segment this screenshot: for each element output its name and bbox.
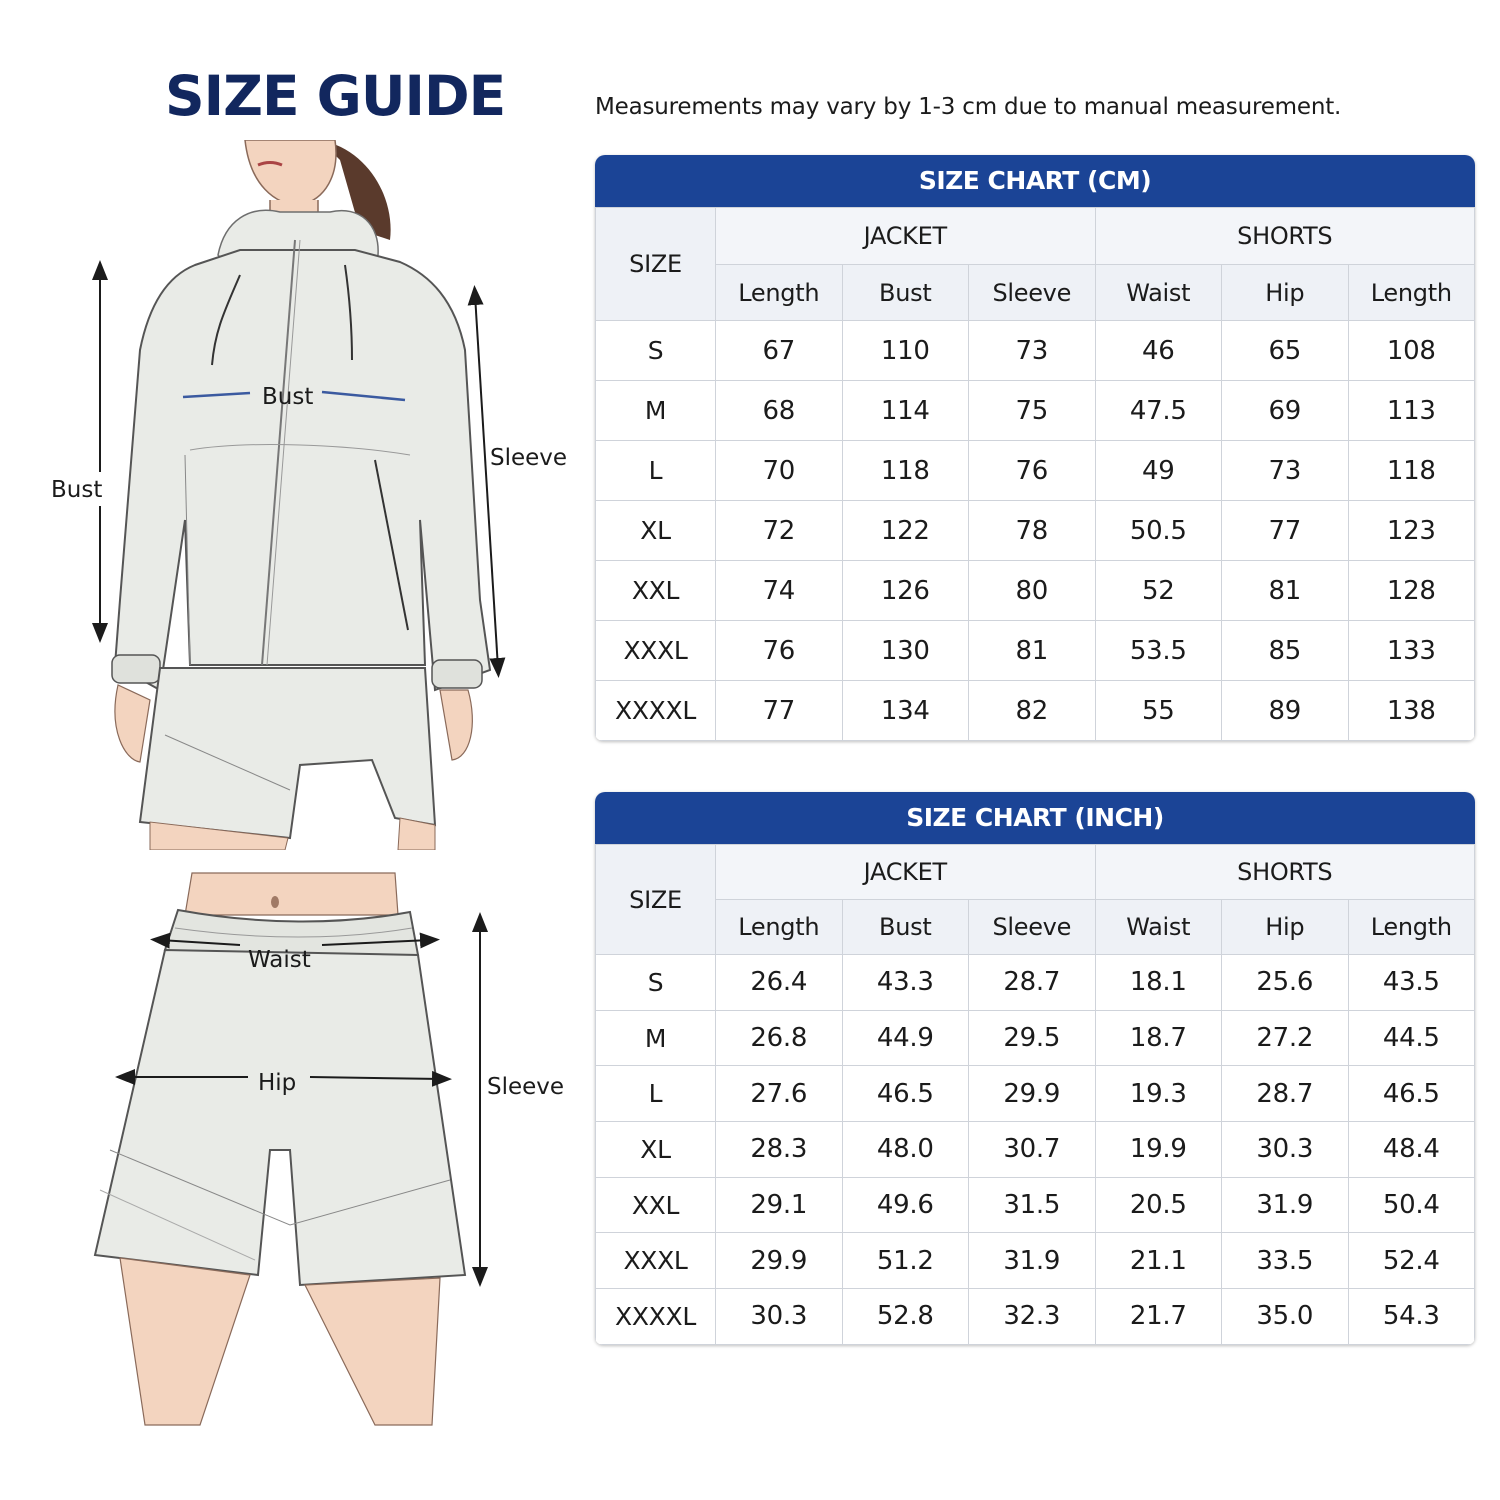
measurement-cell: 114 xyxy=(842,381,969,441)
measurement-cell: 122 xyxy=(842,501,969,561)
measurement-cell: 21.7 xyxy=(1095,1289,1222,1345)
table-row xyxy=(596,1177,1475,1233)
measurement-cell: 75 xyxy=(969,381,1096,441)
column-header: Length xyxy=(716,265,843,321)
measurement-cell: 31.9 xyxy=(969,1233,1096,1289)
table-row xyxy=(596,1233,1475,1289)
measurement-cell: 26.4 xyxy=(716,955,843,1011)
size-column-header: SIZE xyxy=(596,845,716,955)
jacket-group-header: JACKET xyxy=(716,208,1096,265)
measurement-cell: 54.3 xyxy=(1348,1289,1475,1345)
measurement-cell: 20.5 xyxy=(1095,1177,1222,1233)
measurement-cell: 76 xyxy=(716,621,843,681)
size-cell: L xyxy=(596,1066,716,1122)
table-row xyxy=(596,381,1475,441)
measurement-cell: 46.5 xyxy=(1348,1066,1475,1122)
size-table-inch-body xyxy=(596,955,1475,1345)
size-chart-inch-title: SIZE CHART (INCH) xyxy=(595,792,1475,844)
size-cell: XXXL xyxy=(596,1233,716,1289)
table-row xyxy=(596,681,1475,741)
size-chart-inch xyxy=(595,792,1475,1345)
measurement-cell: 77 xyxy=(716,681,843,741)
size-table-cm-body xyxy=(596,321,1475,741)
measurement-cell: 50.4 xyxy=(1348,1177,1475,1233)
shorts-group-header: SHORTS xyxy=(1095,208,1475,265)
measurement-cell: 77 xyxy=(1222,501,1349,561)
measurement-cell: 134 xyxy=(842,681,969,741)
measurement-cell: 52 xyxy=(1095,561,1222,621)
measurement-cell: 30.3 xyxy=(716,1289,843,1345)
table-row xyxy=(596,621,1475,681)
column-header: Bust xyxy=(842,900,969,955)
column-header: Length xyxy=(1348,900,1475,955)
measurement-cell: 67 xyxy=(716,321,843,381)
size-column-header: SIZE xyxy=(596,208,716,321)
measurement-cell: 26.8 xyxy=(716,1010,843,1066)
size-cell: XXL xyxy=(596,561,716,621)
size-cell: XL xyxy=(596,501,716,561)
measurement-cell: 19.9 xyxy=(1095,1122,1222,1178)
measurement-cell: 46.5 xyxy=(842,1066,969,1122)
measurement-cell: 65 xyxy=(1222,321,1349,381)
measurement-cell: 30.3 xyxy=(1222,1122,1349,1178)
table-row xyxy=(596,1066,1475,1122)
jacket-sleeve-label: Sleeve xyxy=(490,445,568,471)
measurement-cell: 25.6 xyxy=(1222,955,1349,1011)
column-header: Length xyxy=(1348,265,1475,321)
table-row xyxy=(596,501,1475,561)
measurement-cell: 33.5 xyxy=(1222,1233,1349,1289)
measurement-cell: 138 xyxy=(1348,681,1475,741)
measurement-cell: 28.7 xyxy=(1222,1066,1349,1122)
measurement-cell: 73 xyxy=(969,321,1096,381)
measurement-cell: 48.4 xyxy=(1348,1122,1475,1178)
table-row xyxy=(596,321,1475,381)
table-row xyxy=(596,1289,1475,1345)
size-table-inch xyxy=(595,844,1475,1345)
shorts-hip-label: Hip xyxy=(258,1070,297,1096)
size-chart-cm xyxy=(595,155,1475,741)
measurement-cell: 18.7 xyxy=(1095,1010,1222,1066)
measurement-cell: 76 xyxy=(969,441,1096,501)
measurement-cell: 19.3 xyxy=(1095,1066,1222,1122)
size-cell: S xyxy=(596,955,716,1011)
table-row xyxy=(596,1122,1475,1178)
shorts-length-label: Sleeve xyxy=(487,1074,565,1100)
size-cell: XXXXL xyxy=(596,681,716,741)
size-chart-cm-title: SIZE CHART (CM) xyxy=(595,155,1475,207)
jacket-group-header: JACKET xyxy=(716,845,1096,900)
measurement-cell: 68 xyxy=(716,381,843,441)
size-cell: XXL xyxy=(596,1177,716,1233)
size-cell: XL xyxy=(596,1122,716,1178)
column-header: Bust xyxy=(842,265,969,321)
measurement-cell: 78 xyxy=(969,501,1096,561)
measurement-cell: 44.9 xyxy=(842,1010,969,1066)
size-table-cm xyxy=(595,207,1475,741)
size-cell: L xyxy=(596,441,716,501)
measurement-cell: 110 xyxy=(842,321,969,381)
jacket-bust-label: Bust xyxy=(262,384,314,410)
measurement-cell: 70 xyxy=(716,441,843,501)
measurement-cell: 52.8 xyxy=(842,1289,969,1345)
measurement-cell: 27.2 xyxy=(1222,1010,1349,1066)
measurement-cell: 74 xyxy=(716,561,843,621)
measurement-cell: 118 xyxy=(842,441,969,501)
measurement-cell: 28.3 xyxy=(716,1122,843,1178)
column-header: Sleeve xyxy=(969,265,1096,321)
measurement-cell: 28.7 xyxy=(969,955,1096,1011)
column-header: Sleeve xyxy=(969,900,1096,955)
measurement-cell: 51.2 xyxy=(842,1233,969,1289)
measurement-cell: 126 xyxy=(842,561,969,621)
shorts-group-header: SHORTS xyxy=(1095,845,1475,900)
measurement-cell: 31.5 xyxy=(969,1177,1096,1233)
shorts-illustration xyxy=(90,870,580,1430)
measurement-cell: 113 xyxy=(1348,381,1475,441)
column-header: Hip xyxy=(1222,265,1349,321)
measurement-cell: 82 xyxy=(969,681,1096,741)
table-row xyxy=(596,955,1475,1011)
measurement-cell: 47.5 xyxy=(1095,381,1222,441)
measurement-cell: 53.5 xyxy=(1095,621,1222,681)
measurement-cell: 18.1 xyxy=(1095,955,1222,1011)
size-cell: M xyxy=(596,381,716,441)
table-row xyxy=(596,441,1475,501)
table-row xyxy=(596,1010,1475,1066)
measurement-cell: 48.0 xyxy=(842,1122,969,1178)
measurement-cell: 46 xyxy=(1095,321,1222,381)
measurement-cell: 55 xyxy=(1095,681,1222,741)
measurement-cell: 130 xyxy=(842,621,969,681)
measurement-cell: 118 xyxy=(1348,441,1475,501)
measurement-cell: 29.9 xyxy=(969,1066,1096,1122)
size-cell: M xyxy=(596,1010,716,1066)
measurement-cell: 89 xyxy=(1222,681,1349,741)
column-header: Waist xyxy=(1095,265,1222,321)
measurement-cell: 80 xyxy=(969,561,1096,621)
measurement-cell: 50.5 xyxy=(1095,501,1222,561)
measurement-cell: 81 xyxy=(969,621,1096,681)
measurement-cell: 49.6 xyxy=(842,1177,969,1233)
measurement-cell: 81 xyxy=(1222,561,1349,621)
size-cell: XXXL xyxy=(596,621,716,681)
measurement-note: Measurements may vary by 1-3 cm due to manual measurement. xyxy=(595,94,1342,120)
measurement-cell: 123 xyxy=(1348,501,1475,561)
jacket-length-label: Bust xyxy=(51,477,103,503)
size-cell: S xyxy=(596,321,716,381)
measurement-cell: 32.3 xyxy=(969,1289,1096,1345)
column-header: Length xyxy=(716,900,843,955)
measurement-cell: 85 xyxy=(1222,621,1349,681)
measurement-cell: 69 xyxy=(1222,381,1349,441)
measurement-cell: 133 xyxy=(1348,621,1475,681)
column-header: Waist xyxy=(1095,900,1222,955)
measurement-cell: 73 xyxy=(1222,441,1349,501)
measurement-cell: 31.9 xyxy=(1222,1177,1349,1233)
measurement-cell: 29.9 xyxy=(716,1233,843,1289)
table-row xyxy=(596,561,1475,621)
measurement-cell: 44.5 xyxy=(1348,1010,1475,1066)
measurement-cell: 21.1 xyxy=(1095,1233,1222,1289)
measurement-cell: 43.3 xyxy=(842,955,969,1011)
measurement-cell: 43.5 xyxy=(1348,955,1475,1011)
measurement-cell: 49 xyxy=(1095,441,1222,501)
measurement-cell: 30.7 xyxy=(969,1122,1096,1178)
jacket-illustration xyxy=(40,140,580,850)
measurement-cell: 108 xyxy=(1348,321,1475,381)
measurement-cell: 128 xyxy=(1348,561,1475,621)
shorts-waist-label: Waist xyxy=(248,947,311,973)
measurement-cell: 72 xyxy=(716,501,843,561)
measurement-cell: 52.4 xyxy=(1348,1233,1475,1289)
measurement-cell: 35.0 xyxy=(1222,1289,1349,1345)
measurement-cell: 29.5 xyxy=(969,1010,1096,1066)
size-cell: XXXXL xyxy=(596,1289,716,1345)
measurement-cell: 27.6 xyxy=(716,1066,843,1122)
column-header: Hip xyxy=(1222,900,1349,955)
page-title: SIZE GUIDE xyxy=(165,64,506,128)
measurement-cell: 29.1 xyxy=(716,1177,843,1233)
